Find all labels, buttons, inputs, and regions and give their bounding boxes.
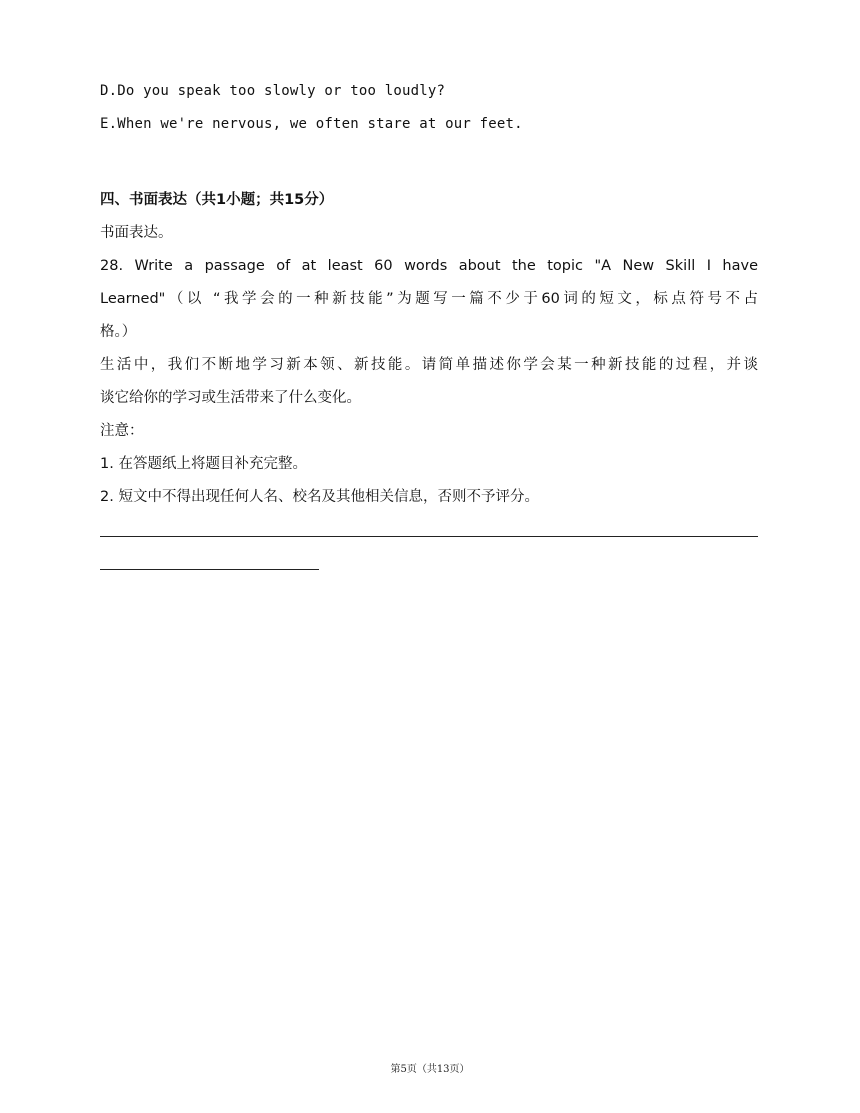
option-e: E.When we're nervous, we often stare at our feet. xyxy=(100,116,523,132)
section-type-label: 书面表达。 xyxy=(100,225,173,241)
note-item-2: 2. 短文中不得出现任何人名、校名及其他相关信息，否则不予评分。 xyxy=(100,489,539,505)
section-heading: 四、书面表达（共1小题；共15分） xyxy=(100,192,334,208)
question-line-3: 格。） xyxy=(100,324,137,340)
answer-line-1[interactable] xyxy=(100,536,758,537)
page-footer: 第5页（共13页） xyxy=(390,1064,470,1075)
note-label: 注意： xyxy=(100,423,144,439)
option-d: D.Do you speak too slowly or too loudly? xyxy=(100,83,446,99)
question-description-1: 生活中，我们不断地学习新本领、新技能。请简单描述你学会某一种新技能的过程，并谈 xyxy=(100,357,758,373)
question-line-1: 28. Write a passage of at least 60 words about the topic "A New Skill I have xyxy=(100,258,758,274)
question-line-2: Learned"（以 “我学会的一种新技能”为题写一篇不少于60词的短文，标点符号不占 xyxy=(100,291,758,307)
answer-line-2[interactable] xyxy=(100,569,319,570)
note-item-1: 1. 在答题纸上将题目补充完整。 xyxy=(100,456,307,472)
question-description-2: 谈它给你的学习或生活带来了什么变化。 xyxy=(100,390,361,406)
